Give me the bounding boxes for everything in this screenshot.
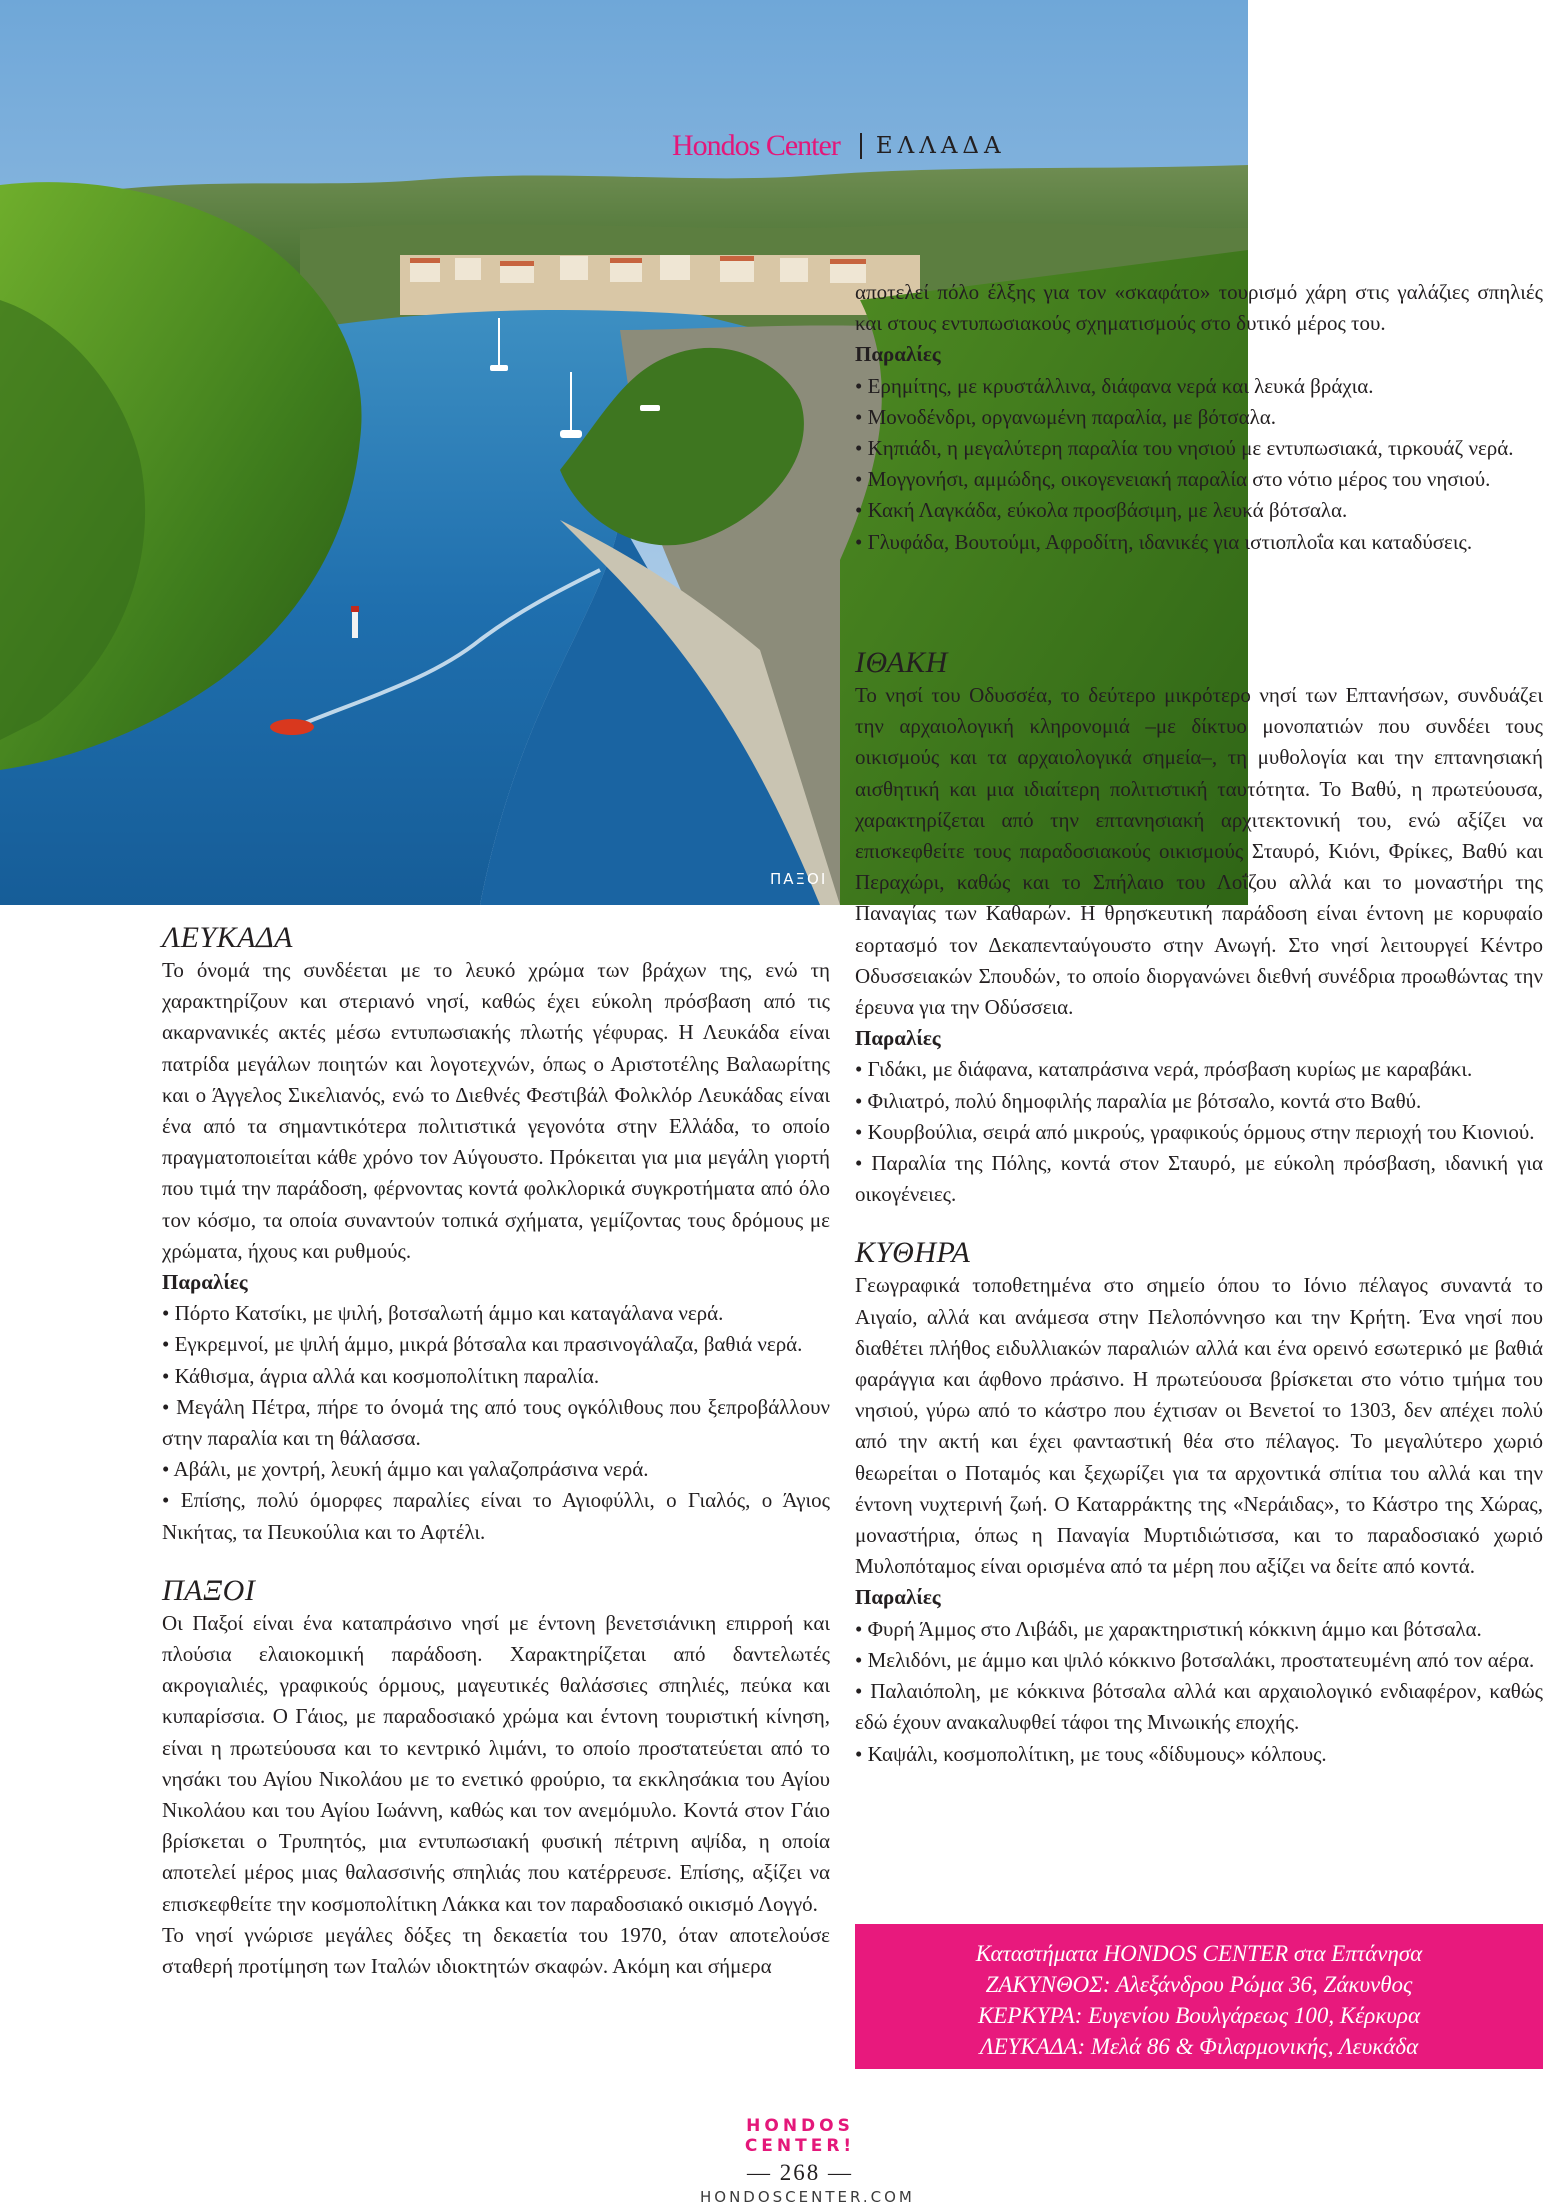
list-item: • Ερημίτης, με κρυστάλλινα, διάφανα νερά και λευκά βράχια. (855, 371, 1543, 402)
page-footer (700, 2116, 915, 2206)
ithaki-beaches-label: Παραλίες (855, 1026, 941, 1051)
section-title: ΕΛΛΑΔΑ (875, 133, 1006, 159)
list-item: • Κουρβούλια, σειρά από μικρούς, γραφικούς όρμους στην περιοχή του Κιονιού. (855, 1117, 1543, 1148)
footer-brand: HONDOS CENTER! (744, 2116, 856, 2156)
ithaki-body: Το νησί του Οδυσσέα, το δεύτερο μικρότερο νησί των Επτανήσων, συνδυάζει την αρχαιολογική κληρονομιά –με δίκτυο μονοπατιών που συνδέει τους οικισμούς και τα αρχαιολογικά σημεία–, τη μυθολογία και την επτανησιακή αισθητική και μια ιδιαίτερη πολιτιστική ταυτότητα. Το Βαθύ, η πρωτεύουσα, χαρακτηρίζεται από την επτανησιακή αρχιτεκτονική του, ενώ αξίζει να επισκεφθείτε τους παραδοσιακούς οικισμούς Σταυρό, Κιόνι, Φρίκες, Βαθύ και Περαχώρι, καθώς και το Σπήλαιο του Λοΐζου αλλά και το μοναστήρι της Παναγίας των Καθαρών. Η θρησκευτική παράδοση είναι έντονη με κορυφαίο εορτασμό τον Δεκαπενταύγουστο στην Ανωγή. Στο νησί λειτουργεί Κέντρο Οδυσσειακών Σπουδών, το οποίο διοργανώνει διεθνή συνέδρια προωθώντας την έρευνα για την Οδύσσεια. (855, 683, 1543, 1020)
list-item: • Μονοδένδρι, οργανωμένη παραλία, με βότσαλα. (855, 402, 1543, 433)
list-item: • Εγκρεμνοί, με ψιλή άμμο, μικρά βότσαλα και πρασινογάλαζα, βαθιά νερά. (162, 1329, 830, 1360)
store-box-title: Καταστήματα HONDOS CENTER στα Επτάνησα (975, 1941, 1423, 1966)
kythira-beaches-label: Παραλίες (855, 1585, 941, 1610)
kythira-beaches-list (855, 1614, 1543, 1770)
right-column (855, 646, 1543, 1770)
paxoi-heading: ΠΑΞΟΙ (162, 1573, 256, 1607)
ithaki-heading: ΙΘΑΚΗ (855, 646, 948, 679)
list-item: • Φυρή Άμμος στο Λιβάδι, με χαρακτηριστική κόκκινη άμμο και βότσαλα. (855, 1614, 1543, 1645)
list-item: • Φιλιατρό, πολύ δημοφιλής παραλία με βότσαλο, κοντά στο Βαθύ. (855, 1086, 1543, 1117)
lefkada-heading: ΛΕΥΚΑΔΑ (162, 921, 293, 954)
left-column (162, 921, 830, 1982)
kythira-body: Γεωγραφικά τοποθετημένα στο σημείο όπου το Ιόνιο πέλαγος συναντά το Αιγαίο, αλλά και ανάμεσα στην Πελοπόννησο και την Κρήτη. Ένα νησί που διαθέτει πλήθος ειδυλλιακών παραλιών αλλά και ένα ορεινό εσωτερικό με βαθιά φαράγγια και άφθονο πράσινο. Η πρωτεύουσα βρίσκεται στο νότιο τμήμα του νησιού, γύρω από το κάστρο που έχτισαν οι Βενετοί το 1303, δεν απέχει πολύ από την ακτή και έχει φανταστική θέα στο πέλαγος. Το μεγαλύτερο χωριό θεωρείται ο Ποταμός και ξεχωρίζει για τα αρχοντικά σπίτια του αλλά και την έντονη νυχτερινή ζωή. Ο Καταρράκτης της «Νεράιδας», το Κάστρο της Χώρας, μοναστήρια, όπως η Παναγία Μυρτιδιώτισσα, και το παραδοσιακό χωριό Μυλοπόταμος είναι ορισμένα από τα μέρη που αξίζει να δείτε από κοντά. (855, 1273, 1543, 1579)
paxoi-body: Οι Παξοί είναι ένα καταπράσινο νησί με έντονη βενετσιάνικη επιρροή και πλούσια ελαιοκομική παράδοση. Χαρακτηρίζεται από δαντελωτές ακρογιαλιές, γραφικούς όρμους, μαγευτικές θαλάσσιες σπηλιές, πεύκα και κυπαρίσσια. Ο Γάιος, με παραδοσιακό χρώμα και έντονη τουριστική κίνηση, είναι η πρωτεύουσα και το κεντρικό λιμάνι, το οποίο προστατεύεται από το νησάκι του Αγίου Νικολάου με το ενετικό φρούριο, τα εκκλησάκια του Αγίου Νικολάου και του Αγίου Ιωάννη, καθώς και τον ανεμόμυλο. Κοντά στον Γάιο βρίσκεται ο Τρυπητός, μια εντυπωσιακή φυσική πέτρινη αψίδα, η οποία αποτελεί μέρος μιας θαλασσινής σπηλιάς που κατέρρευσε. Επίσης, αξίζει να επισκεφθείτε την κοσμοπολίτικη Λάκκα και τον παραδοσιακό οικισμό Λογγό. (162, 1610, 830, 1916)
masthead (672, 126, 1006, 166)
right-column-top (855, 277, 1543, 558)
lefkada-beaches-label: Παραλίες (162, 1270, 248, 1295)
list-item: • Παλαιόπολη, με κόκκινα βότσαλα αλλά και αρχαιολογικό ενδιαφέρον, καθώς εδώ έχουν ανακαλυφθεί τάφοι της Μινωικής εποχής. (855, 1676, 1543, 1738)
page-number: — 268 — (747, 2160, 853, 2185)
list-item: • Κακή Λαγκάδα, εύκολα προσβάσιμη, με λευκά βότσαλα. (855, 495, 1543, 526)
paxoi-beaches-label: Παραλίες (855, 342, 941, 367)
list-item: • Επίσης, πολύ όμορφες παραλίες είναι το Αγιοφύλλι, ο Γιαλός, ο Άγιος Νικήτας, τα Πευκούλια και το Αφτέλι. (162, 1485, 830, 1547)
store-kerkyra: ΚΕΡΚΥΡΑ: Ευγενίου Βουλγάρεως 100, Κέρκυρα (977, 2003, 1421, 2028)
list-item: • Γλυφάδα, Βουτούμι, Αφροδίτη, ιδανικές για ιστιοπλοΐα και καταδύσεις. (855, 527, 1543, 558)
store-lefkada: ΛΕΥΚΑΔΑ: Μελά 86 & Φιλαρμονικής, Λευκάδα (979, 2034, 1419, 2059)
paxoi-body-2: Το νησί γνώρισε μεγάλες δόξες τη δεκαετία του 1970, όταν αποτελούσε σταθερή προτίμηση των Ιταλών ιδιοκτητών σκαφών. Ακόμη και σήμερα (162, 1922, 830, 1979)
footer-url[interactable]: HONDOSCENTER.COM (700, 2188, 915, 2206)
list-item: • Παραλία της Πόλης, κοντά στον Σταυρό, με εύκολη πρόσβαση, ιδανική για οικογένειες. (855, 1148, 1543, 1210)
lefkada-body: Το όνομά της συνδέεται με το λευκό χρώμα των βράχων της, ενώ τη χαρακτηρίζουν και στεριανό νησί, καθώς έχει εύκολη πρόσβαση από τις ακαρνανικές ακτές μέσω εντυπωσιακής πλωτής γέφυρας. Η Λευκάδα είναι πατρίδα μεγάλων ποιητών και λογοτεχνών, όπως ο Αριστοτέλης Βαλαωρίτης και ο Άγγελος Σικελιανός, ενώ το Διεθνές Φεστιβάλ Φολκλόρ Λευκάδας είναι ένα από τα σημαντικότερα πολιτιστικά γεγονότα στην Ελλάδα, το οποίο πραγματοποιείται κάθε χρόνο τον Αύγουστο. Πρόκειται για μια μεγάλη γιορτή που τιμά την παράδοση, φέρνοντας κοντά φολκλορικά συγκροτήματα από όλο τον κόσμο, τα οποία συναντούν τοπικά σχήματα, γεμίζοντας τους δρόμους με χρώματα, ήχους και ρυθμούς. (162, 958, 830, 1263)
masthead-separator (860, 133, 862, 159)
list-item: • Μεγάλη Πέτρα, πήρε το όνομά της από τους ογκόλιθους που ξεπροβάλλουν στην παραλία και τη θάλασσα. (162, 1392, 830, 1454)
list-item: • Αβάλι, με χοντρή, λευκή άμμο και γαλαζοπράσινα νερά. (162, 1454, 830, 1485)
list-item: • Καψάλι, κοσμοπολίτικη, με τους «δίδυμους» κόλπους. (855, 1739, 1543, 1770)
store-info-box (855, 1924, 1543, 2069)
photo-caption: ΠΑΞΟΙ (770, 870, 828, 888)
ithaki-beaches-list (855, 1054, 1543, 1210)
brand-logo: Hondos Center (672, 129, 840, 162)
list-item: • Πόρτο Κατσίκι, με ψιλή, βοτσαλωτή άμμο και καταγάλανα νερά. (162, 1298, 830, 1329)
kythira-heading: ΚΥΘΗΡΑ (855, 1236, 971, 1270)
list-item: • Κάθισμα, άγρια αλλά και κοσμοπολίτικη παραλία. (162, 1361, 830, 1392)
paxoi-body-continued: αποτελεί πόλο έλξης για τον «σκαφάτο» τουρισμό χάρη στις γαλάζιες σπηλιές και στους εντυπωσιακούς σχηματισμούς στο δυτικό μέρος του. (855, 280, 1543, 336)
list-item: • Γιδάκι, με διάφανα, καταπράσινα νερά, πρόσβαση κυρίως με καραβάκι. (855, 1054, 1543, 1085)
list-item: • Μογγονήσι, αμμώδης, οικογενειακή παραλία στο νότιο μέρος του νησιού. (855, 464, 1543, 495)
lefkada-beaches-list (162, 1298, 830, 1548)
paxoi-beaches-list (855, 371, 1543, 558)
list-item: • Κηπιάδι, η μεγαλύτερη παραλία του νησιού με εντυπωσιακά, τιρκουάζ νερά. (855, 433, 1543, 464)
list-item: • Μελιδόνι, με άμμο και ψιλό κόκκινο βοτσαλάκι, προστατευμένη από τον αέρα. (855, 1645, 1543, 1676)
store-zakynthos: ΖΑΚΥΝΘΟΣ: Αλεξάνδρου Ρώμα 36, Ζάκυνθος (985, 1972, 1413, 1997)
